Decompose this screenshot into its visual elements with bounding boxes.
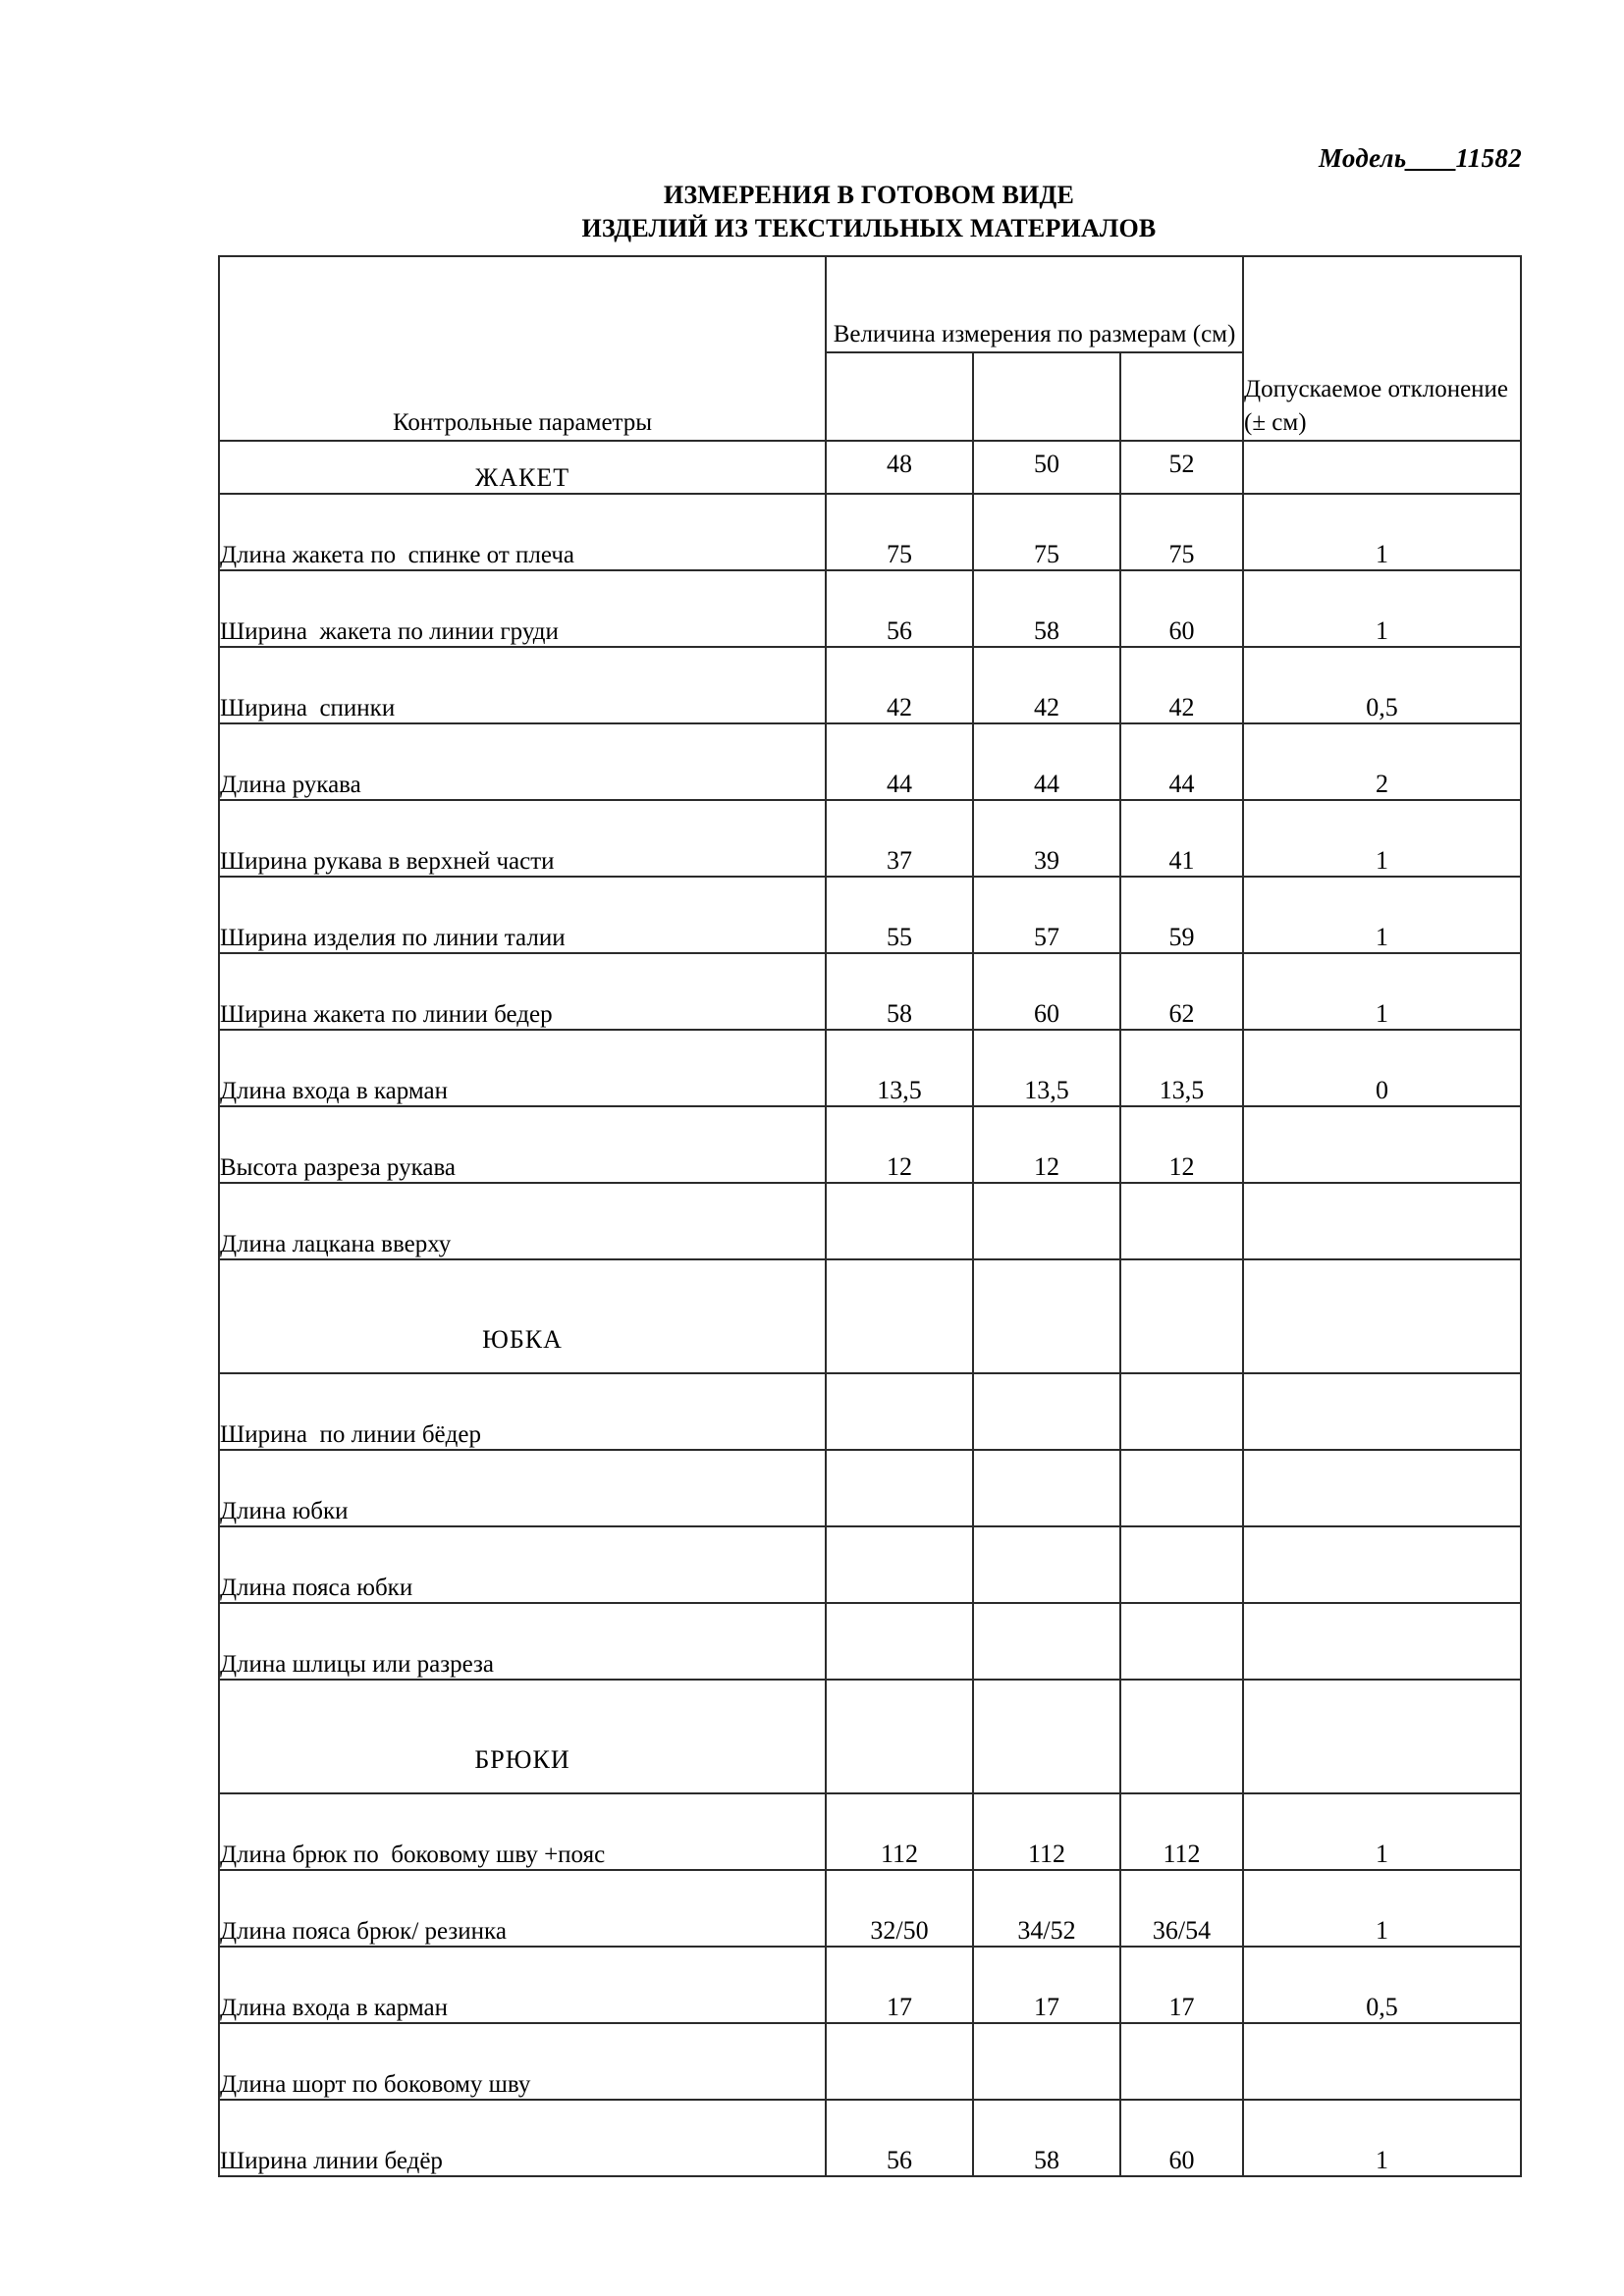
- table-row: [219, 647, 1521, 723]
- parameter-label: Высота разреза рукава: [219, 1106, 826, 1183]
- measurement-value-2: 57: [973, 877, 1120, 953]
- deviation-value: 1: [1243, 877, 1521, 953]
- deviation-value: 0,5: [1243, 647, 1521, 723]
- deviation-value: [1243, 441, 1521, 494]
- measurement-value-1: 37: [826, 800, 973, 877]
- deviation-value: 1: [1243, 494, 1521, 570]
- measurement-value-3: 17: [1120, 1947, 1243, 2023]
- measurement-value-3: 44: [1120, 723, 1243, 800]
- measurement-value-3: 12: [1120, 1106, 1243, 1183]
- parameter-label: Ширина жакета по линии бедер: [219, 953, 826, 1030]
- measurement-value-1: 13,5: [826, 1030, 973, 1106]
- measurement-value-1: 56: [826, 2100, 973, 2176]
- deviation-value: 1: [1243, 570, 1521, 647]
- model-number-value: 11582: [1455, 143, 1522, 173]
- deviation-value: [1243, 1259, 1521, 1373]
- measurement-value-3: [1120, 1373, 1243, 1450]
- deviation-value: 2: [1243, 723, 1521, 800]
- measurement-value-1: 17: [826, 1947, 973, 2023]
- table-row: [219, 1603, 1521, 1680]
- measurement-value-1: 32/50: [826, 1870, 973, 1947]
- document-title-line-1: ИЗМЕРЕНИЯ В ГОТОВОМ ВИДЕ: [663, 181, 1075, 209]
- header-size-sub-1: [826, 352, 973, 441]
- measurement-value-1: [826, 1680, 973, 1793]
- parameter-label: Длина входа в карман: [219, 1947, 826, 2023]
- table-row: [219, 800, 1521, 877]
- table-row: [219, 1183, 1521, 1259]
- section-title: ЮБКА: [219, 1259, 826, 1373]
- measurement-value-3: 52: [1120, 441, 1243, 494]
- parameter-label: Длина шорт по боковому шву: [219, 2023, 826, 2100]
- measurement-value-2: 50: [973, 441, 1120, 494]
- table-row: [219, 1793, 1521, 1870]
- measurement-value-2: 60: [973, 953, 1120, 1030]
- measurement-value-1: 12: [826, 1106, 973, 1183]
- table-row: [219, 723, 1521, 800]
- measurement-value-2: 58: [973, 570, 1120, 647]
- parameter-label: Длина входа в карман: [219, 1030, 826, 1106]
- measurement-value-3: 36/54: [1120, 1870, 1243, 1947]
- deviation-value: [1243, 1373, 1521, 1450]
- deviation-value: 0,5: [1243, 1947, 1521, 2023]
- measurement-value-2: 42: [973, 647, 1120, 723]
- measurement-value-2: 34/52: [973, 1870, 1120, 1947]
- deviation-value: [1243, 1526, 1521, 1603]
- table-row: [219, 1106, 1521, 1183]
- parameter-label: Длина лацкана вверху: [219, 1183, 826, 1259]
- parameter-label: Длина жакета по спинке от плеча: [219, 494, 826, 570]
- measurement-value-2: 44: [973, 723, 1120, 800]
- measurement-value-1: [826, 1450, 973, 1526]
- measurement-value-3: 60: [1120, 570, 1243, 647]
- measurement-value-1: [826, 1373, 973, 1450]
- deviation-value: [1243, 1603, 1521, 1680]
- table-row: [219, 877, 1521, 953]
- header-size-sub-3: [1120, 352, 1243, 441]
- table-row: [219, 570, 1521, 647]
- model-blank-fill: ____: [1406, 143, 1456, 173]
- table-row: [219, 2100, 1521, 2176]
- measurement-value-3: 62: [1120, 953, 1243, 1030]
- measurement-value-3: 41: [1120, 800, 1243, 877]
- measurement-value-2: [973, 1526, 1120, 1603]
- measurement-value-3: 60: [1120, 2100, 1243, 2176]
- deviation-value: [1243, 2023, 1521, 2100]
- measurement-value-2: 39: [973, 800, 1120, 877]
- measurement-value-1: 42: [826, 647, 973, 723]
- deviation-value: [1243, 1183, 1521, 1259]
- measurement-value-2: [973, 1183, 1120, 1259]
- parameter-label: Ширина изделия по линии талии: [219, 877, 826, 953]
- section-title: БРЮКИ: [219, 1680, 826, 1793]
- deviation-value: 1: [1243, 800, 1521, 877]
- measurement-value-3: 13,5: [1120, 1030, 1243, 1106]
- table-row: [219, 953, 1521, 1030]
- parameter-label: Ширина рукава в верхней части: [219, 800, 826, 877]
- parameter-label: Длина рукава: [219, 723, 826, 800]
- parameter-label: Ширина спинки: [219, 647, 826, 723]
- measurement-value-2: [973, 1603, 1120, 1680]
- table-row: [219, 494, 1521, 570]
- parameter-label: Ширина линии бедёр: [219, 2100, 826, 2176]
- measurement-value-1: [826, 1183, 973, 1259]
- measurement-value-3: 112: [1120, 1793, 1243, 1870]
- parameter-label: Длина шлицы или разреза: [219, 1603, 826, 1680]
- measurement-value-2: 12: [973, 1106, 1120, 1183]
- measurement-value-2: 75: [973, 494, 1120, 570]
- deviation-value: [1243, 1106, 1521, 1183]
- measurement-value-1: 55: [826, 877, 973, 953]
- measurement-value-1: [826, 1259, 973, 1373]
- measurement-value-3: [1120, 1680, 1243, 1793]
- header-allowed-deviation: Допускаемое отклонение (± см): [1243, 256, 1521, 441]
- table-row: [219, 1450, 1521, 1526]
- deviation-value: 0: [1243, 1030, 1521, 1106]
- deviation-value: 1: [1243, 1870, 1521, 1947]
- deviation-value: [1243, 1450, 1521, 1526]
- header-size-sub-2: [973, 352, 1120, 441]
- table-section-row: [219, 1680, 1521, 1793]
- parameter-label: Длина пояса юбки: [219, 1526, 826, 1603]
- table-header: [219, 256, 1521, 441]
- measurement-value-1: 58: [826, 953, 973, 1030]
- model-number-line: [1080, 143, 1522, 174]
- measurement-value-2: [973, 1450, 1120, 1526]
- table-section-row: [219, 1259, 1521, 1373]
- deviation-value: 1: [1243, 1793, 1521, 1870]
- measurement-value-3: [1120, 1259, 1243, 1373]
- parameter-label: Длина юбки: [219, 1450, 826, 1526]
- parameter-label: Ширина жакета по линии груди: [219, 570, 826, 647]
- measurement-value-3: [1120, 1183, 1243, 1259]
- table-body: [219, 441, 1521, 2176]
- measurement-value-2: [973, 1259, 1120, 1373]
- table-row: [219, 1526, 1521, 1603]
- table-row: [219, 1373, 1521, 1450]
- table-row: [219, 1947, 1521, 2023]
- measurement-value-2: [973, 1373, 1120, 1450]
- table-section-row: [219, 441, 1521, 494]
- measurement-value-1: 44: [826, 723, 973, 800]
- deviation-value: 1: [1243, 2100, 1521, 2176]
- measurement-value-1: 56: [826, 570, 973, 647]
- measurement-value-2: 13,5: [973, 1030, 1120, 1106]
- measurement-value-3: [1120, 1526, 1243, 1603]
- measurement-value-1: 48: [826, 441, 973, 494]
- measurement-value-3: [1120, 2023, 1243, 2100]
- section-title: ЖАКЕТ: [219, 441, 826, 494]
- measurement-value-3: [1120, 1603, 1243, 1680]
- measurement-value-2: 112: [973, 1793, 1120, 1870]
- measurement-value-2: [973, 1680, 1120, 1793]
- parameter-label: Длина брюк по боковому шву +пояс: [219, 1793, 826, 1870]
- measurement-value-2: 58: [973, 2100, 1120, 2176]
- measurement-value-3: 42: [1120, 647, 1243, 723]
- measurements-table: [218, 255, 1522, 2177]
- parameter-label: Ширина по линии бёдер: [219, 1373, 826, 1450]
- model-label: Модель: [1319, 143, 1407, 173]
- measurement-value-1: 112: [826, 1793, 973, 1870]
- measurement-value-3: 59: [1120, 877, 1243, 953]
- deviation-value: [1243, 1680, 1521, 1793]
- measurement-value-1: [826, 1603, 973, 1680]
- parameter-label: Длина пояса брюк/ резинка: [219, 1870, 826, 1947]
- measurement-value-2: 17: [973, 1947, 1120, 2023]
- measurement-value-3: [1120, 1450, 1243, 1526]
- table-row: [219, 2023, 1521, 2100]
- table-row: [219, 1870, 1521, 1947]
- measurement-value-3: 75: [1120, 494, 1243, 570]
- document-title: [218, 179, 1520, 245]
- measurement-value-1: 75: [826, 494, 973, 570]
- header-measurement-by-sizes: Величина измерения по размерам (см): [826, 256, 1243, 352]
- deviation-value: 1: [1243, 953, 1521, 1030]
- table-header-row: [219, 256, 1521, 352]
- table-row: [219, 1030, 1521, 1106]
- measurement-value-1: [826, 1526, 973, 1603]
- header-control-parameters: Контрольные параметры: [219, 256, 826, 441]
- document-title-line-2: ИЗДЕЛИЙ ИЗ ТЕКСТИЛЬНЫХ МАТЕРИАЛОВ: [581, 214, 1157, 242]
- measurement-value-2: [973, 2023, 1120, 2100]
- measurement-value-1: [826, 2023, 973, 2100]
